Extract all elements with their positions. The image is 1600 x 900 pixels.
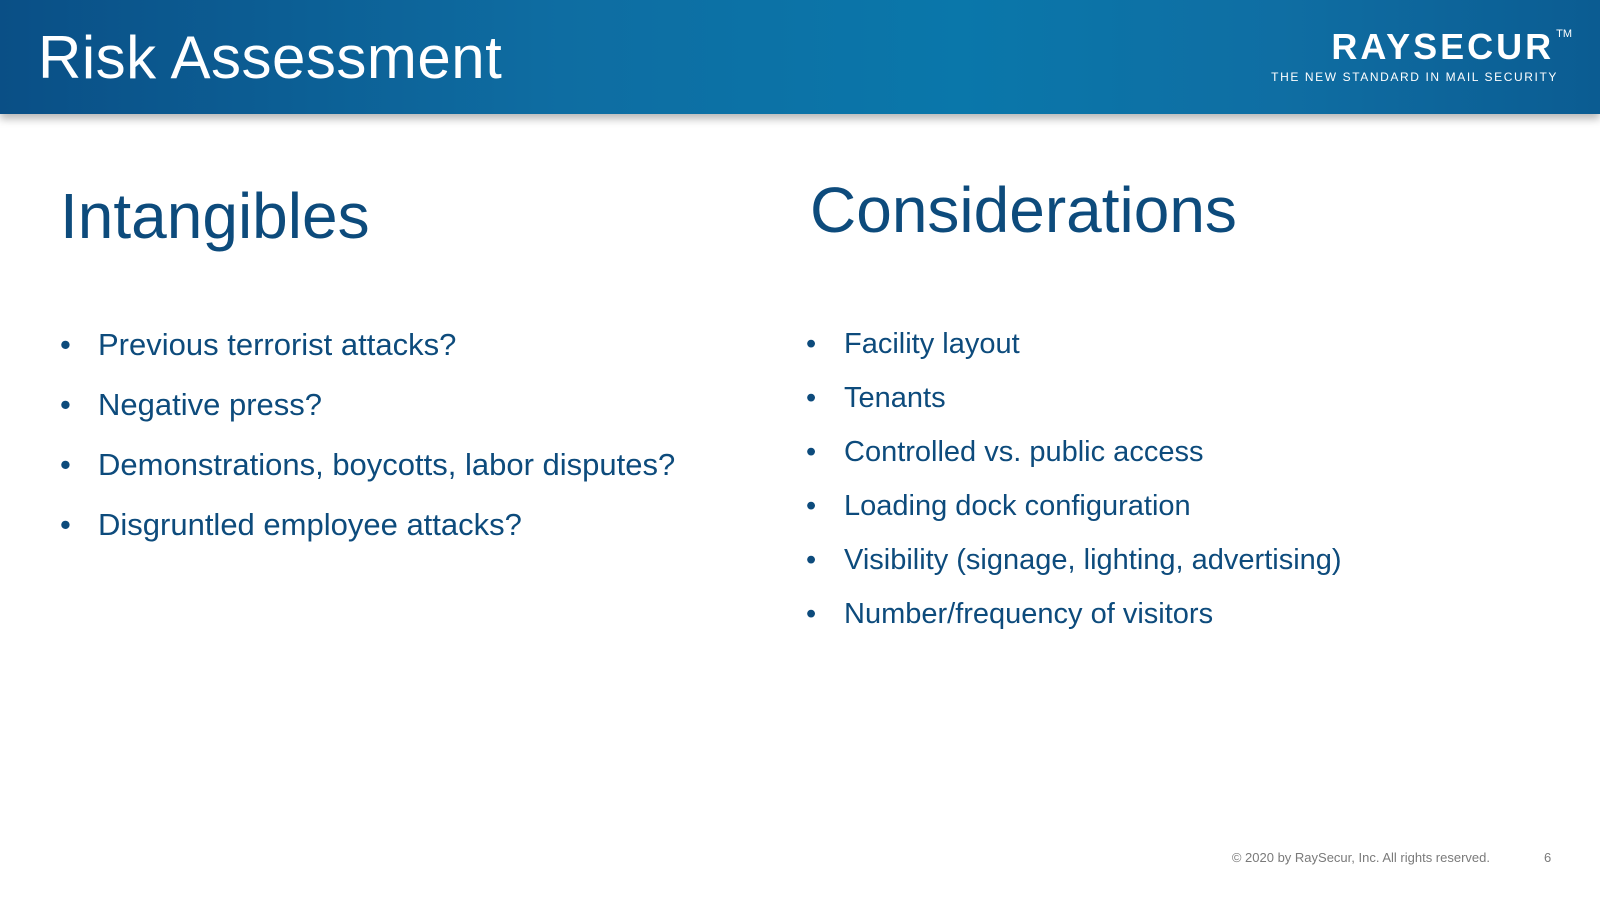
logo-text: RAYSECUR	[1331, 26, 1555, 67]
page-number: 6	[1544, 850, 1552, 865]
considerations-heading: Considerations	[810, 174, 1237, 246]
header-banner	[0, 0, 1600, 114]
logo-tagline: THE NEW STANDARD IN MAIL SECURITY	[1271, 70, 1558, 84]
list-item: • Number/frequency of visitors	[806, 596, 1342, 650]
logo-trademark: TM	[1556, 28, 1572, 40]
list-item: • Negative press?	[60, 385, 675, 445]
list-item: • Visibility (signage, lighting, advertising)	[806, 542, 1342, 596]
raysecur-logo	[1272, 28, 1572, 90]
considerations-list	[806, 326, 1342, 650]
list-item: • Disgruntled employee attacks?	[60, 505, 675, 565]
logo-wordmark	[1331, 28, 1572, 66]
list-item: • Demonstrations, boycotts, labor disputes?	[60, 445, 675, 505]
list-item: • Loading dock configuration	[806, 488, 1342, 542]
list-item: • Controlled vs. public access	[806, 434, 1342, 488]
list-item: • Facility layout	[806, 326, 1342, 380]
list-item: • Previous terrorist attacks?	[60, 325, 675, 385]
list-item: • Tenants	[806, 380, 1342, 434]
copyright-notice: © 2020 by RaySecur, Inc. All rights reserved.	[1231, 850, 1490, 865]
intangibles-heading: Intangibles	[60, 180, 370, 252]
slide-title: Risk Assessment	[38, 24, 503, 91]
intangibles-list	[60, 325, 675, 565]
